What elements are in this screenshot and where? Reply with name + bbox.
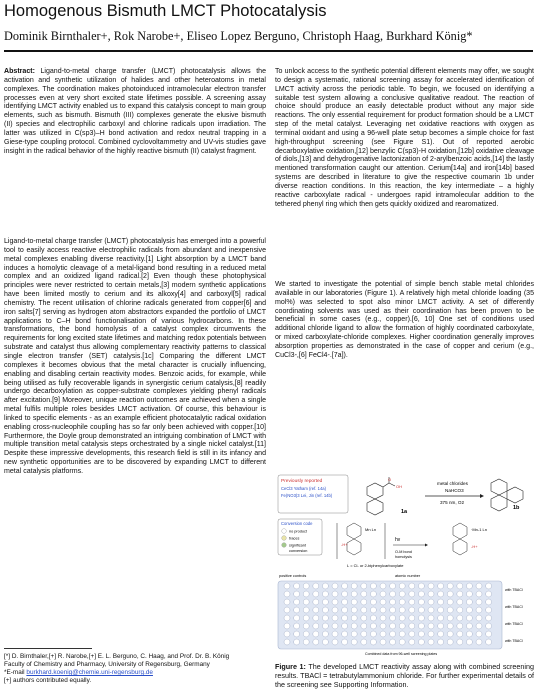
well xyxy=(322,583,328,589)
well xyxy=(399,607,405,613)
legend-label-significant: significant xyxy=(289,543,306,548)
well xyxy=(303,623,309,629)
well xyxy=(303,615,309,621)
well xyxy=(438,639,444,645)
well xyxy=(284,607,290,613)
well xyxy=(284,583,290,589)
well xyxy=(294,623,300,629)
well xyxy=(380,583,386,589)
well xyxy=(380,591,386,597)
paper-title: Homogenous Bismuth LMCT Photocatalysis xyxy=(4,2,327,20)
email-link[interactable]: burkhard.koenig@chemie.uni-regensburg.de xyxy=(26,669,153,677)
well xyxy=(332,583,338,589)
well xyxy=(380,623,386,629)
well xyxy=(303,591,309,597)
well xyxy=(370,583,376,589)
well xyxy=(390,599,396,605)
well xyxy=(361,615,367,621)
additive-row-4: with TBACl xyxy=(505,639,523,643)
well xyxy=(428,607,434,613)
well xyxy=(447,623,453,629)
well xyxy=(370,631,376,637)
well xyxy=(476,615,482,621)
well xyxy=(303,607,309,613)
well xyxy=(294,591,300,597)
well xyxy=(332,615,338,621)
well xyxy=(303,631,309,637)
well xyxy=(284,623,290,629)
well xyxy=(457,631,463,637)
well xyxy=(447,607,453,613)
conditions-base: NaHCO3 xyxy=(445,488,464,493)
well xyxy=(284,615,290,621)
well xyxy=(486,615,492,621)
well xyxy=(428,639,434,645)
well xyxy=(322,607,328,613)
well xyxy=(457,599,463,605)
well xyxy=(313,583,319,589)
figure-1 xyxy=(275,473,534,659)
well xyxy=(342,623,348,629)
well xyxy=(418,599,424,605)
well xyxy=(418,583,424,589)
well xyxy=(486,583,492,589)
well xyxy=(322,615,328,621)
well xyxy=(428,583,434,589)
footnote-divider xyxy=(4,648,92,649)
well xyxy=(370,623,376,629)
well xyxy=(361,591,367,597)
figure-caption xyxy=(275,662,534,689)
well xyxy=(457,639,463,645)
mechanism-metal-label-2: ·Mn-1 Ln xyxy=(471,527,488,532)
grid-caption: Combined data from 96-well screening plates xyxy=(365,652,438,656)
well xyxy=(399,583,405,589)
hv-label: hν xyxy=(395,537,401,543)
well xyxy=(390,631,396,637)
well xyxy=(361,583,367,589)
well xyxy=(399,623,405,629)
well xyxy=(409,583,415,589)
well xyxy=(486,599,492,605)
well xyxy=(351,615,357,621)
homolysis-label-1: O-M bond xyxy=(395,550,412,554)
footnote-affiliation-names: [*] D. Birnthaler,[+] R. Narobe,[+] E. L. Berguno, C. Haag, and Prof. Dr. B. König xyxy=(4,653,230,660)
carboxyl-oh-label: OH xyxy=(396,484,402,489)
homolysis-label-2: homolysis xyxy=(395,555,412,559)
well xyxy=(390,583,396,589)
well xyxy=(409,607,415,613)
well xyxy=(284,639,290,645)
well xyxy=(409,631,415,637)
well xyxy=(380,615,386,621)
well xyxy=(486,623,492,629)
well xyxy=(476,623,482,629)
well xyxy=(313,615,319,621)
well xyxy=(332,599,338,605)
well xyxy=(438,607,444,613)
footnote-email-label: *E-mail xyxy=(4,669,25,677)
well xyxy=(351,583,357,589)
well xyxy=(322,631,328,637)
legend-label-conversion: conversion xyxy=(289,549,308,553)
well xyxy=(351,607,357,613)
additive-row-1: with TBACl xyxy=(505,588,523,592)
well xyxy=(399,615,405,621)
well xyxy=(390,591,396,597)
well xyxy=(313,591,319,597)
reported-line-2: Fe(NO3)3 Lei, Jin (ref. 14b) xyxy=(281,493,333,498)
legend-label-traces: traces xyxy=(289,536,300,541)
legend-swatch-significant xyxy=(282,543,287,548)
compound-1b-label: 1b xyxy=(513,505,520,511)
well xyxy=(466,623,472,629)
well xyxy=(342,591,348,597)
well xyxy=(294,615,300,621)
well xyxy=(447,639,453,645)
well xyxy=(457,623,463,629)
well xyxy=(322,591,328,597)
well xyxy=(466,591,472,597)
well xyxy=(332,623,338,629)
well xyxy=(303,583,309,589)
well xyxy=(294,583,300,589)
well xyxy=(409,591,415,597)
well xyxy=(351,599,357,605)
hv-arrowhead xyxy=(425,544,428,547)
well xyxy=(313,623,319,629)
well xyxy=(284,591,290,597)
well xyxy=(447,583,453,589)
well xyxy=(294,631,300,637)
title-rule xyxy=(4,50,533,52)
well xyxy=(361,599,367,605)
well xyxy=(361,631,367,637)
ligand-note: L = Cl- or 2-biphenylcarboxylate xyxy=(347,563,404,568)
well xyxy=(428,615,434,621)
well xyxy=(380,639,386,645)
introduction-paragraph xyxy=(4,238,266,477)
well xyxy=(342,599,348,605)
well xyxy=(342,639,348,645)
abstract-label: Abstract: xyxy=(4,68,35,75)
well xyxy=(303,639,309,645)
additive-row-3: with TBACl xyxy=(505,622,523,626)
well xyxy=(447,599,453,605)
well xyxy=(476,631,482,637)
well xyxy=(399,631,405,637)
well xyxy=(342,615,348,621)
well xyxy=(390,639,396,645)
conditions-metal-chlorides: metal chlorides xyxy=(437,481,468,486)
well xyxy=(438,623,444,629)
well xyxy=(438,591,444,597)
well xyxy=(457,583,463,589)
figure-caption-label: Figure 1: xyxy=(275,662,306,671)
well xyxy=(447,631,453,637)
well xyxy=(418,639,424,645)
well xyxy=(284,599,290,605)
well xyxy=(351,631,357,637)
legend-swatch-traces xyxy=(282,536,287,541)
well xyxy=(457,615,463,621)
well xyxy=(486,639,492,645)
well xyxy=(486,591,492,597)
well xyxy=(380,631,386,637)
well xyxy=(342,583,348,589)
well xyxy=(428,623,434,629)
compound-1a-structure xyxy=(367,477,395,515)
abstract-text: Ligand-to-metal charge transfer (LMCT) photocatalysis allows the activation and synthetic utilization of halides and other heteroatoms in metal complexes. The coordination makes photoinduced intramolecular electron transfer processes even at very short excited state lifetimes possible. A screening assay identifying LMCT activity enabled us to expand this catalysis concept to main group elements, such as bismuth. Bismuth (III) complexes generate the elusive bismuth (II) species and electrophilic carboxyl and chlorine radicals upon irradiation. The latter was utilized in C(sp3)–H bond activation and redox neutral trapping in a Giese-type coupling protocol. Combined cyclovoltammetry and UV-vis studies gave insight in the radical behavior of the highly reactive bismuth (II) catalyst fragment. xyxy=(4,68,266,155)
reaction-arrowhead xyxy=(480,494,484,498)
well xyxy=(486,607,492,613)
well xyxy=(409,639,415,645)
well xyxy=(303,599,309,605)
atomic-number-label: atomic number xyxy=(395,574,421,578)
well xyxy=(380,607,386,613)
well xyxy=(313,631,319,637)
well xyxy=(476,591,482,597)
footnote-equal-contribution: [+] authors contributed equally. xyxy=(4,677,92,685)
footnote xyxy=(4,653,266,685)
well xyxy=(476,639,482,645)
well xyxy=(409,623,415,629)
legend-swatch-no-product xyxy=(282,529,287,534)
well xyxy=(476,583,482,589)
well xyxy=(370,607,376,613)
well xyxy=(486,631,492,637)
well xyxy=(418,623,424,629)
figure-1-graphic xyxy=(275,473,534,659)
well xyxy=(332,607,338,613)
well xyxy=(370,591,376,597)
well xyxy=(390,623,396,629)
well xyxy=(351,623,357,629)
well xyxy=(370,639,376,645)
well xyxy=(322,639,328,645)
author-list: Dominik Birnthaler+, Rok Narobe+, Eliseo Lopez Berguno, Christoph Haag, Burkhard König* xyxy=(4,29,473,43)
well xyxy=(438,583,444,589)
well xyxy=(332,591,338,597)
well xyxy=(294,599,300,605)
well xyxy=(361,607,367,613)
well xyxy=(322,599,328,605)
well xyxy=(399,599,405,605)
well xyxy=(476,607,482,613)
well xyxy=(399,591,405,597)
well xyxy=(313,639,319,645)
reported-line-1: CeCl3 Yatham (ref. 14a) xyxy=(281,486,326,491)
reported-title: Previously reported xyxy=(281,479,323,484)
well xyxy=(447,615,453,621)
right-text-2: We started to investigate the potential of simple bench stable metal chlorides available in our laboratories (Figure 1). A relatively high metal chloride loading (35 mol%) was selected to spot also minor LMCT activity. A set of differently coordinating solvents was used as their coordination has been proven to be beneficial in some cases (e.g., copper).[6, 10] One set of conditions used additional chloride ligand to allow the formation of highly coordinated carboxylate, or mixed carboxylate-chloride complexes. Higher coordination generally improves absorption properties as demonstrated in the case of copper and cerium (e.g., CuCl3-,[6] FeCl4-.[7a]). xyxy=(275,281,534,359)
well xyxy=(476,599,482,605)
well xyxy=(351,639,357,645)
well xyxy=(361,623,367,629)
well xyxy=(390,607,396,613)
well xyxy=(342,607,348,613)
compound-1a-label: 1a xyxy=(401,509,408,515)
intro-text: Ligand-to-metal charge transfer (LMCT) photocatalysis has emerged into a powerful tool to easily access reactive electrophilic radicals from abundant and inexpensive metal complexes enabling diverse reactivity.[1] Light absorption by a LMCT band induces a homolytic cleavage of a metal-ligand bond resulting in a reduced metal complex and an oxidized ligand radical.[2] Even though these photophysical principles were never restricted to certain metals,[3] modern synthetic applications have been limited mostly to cerium and its alkoxy[4] and carboxyl[5] radical chemistry. The recent utilisation of chlorine radicals generated from copper[6] and iron salts[7] serving as hydrogen atom abstractors expanded the portfolio of LMCT applications to C–H bond functionalisation of various hydrocarbons. In these transformations, the bond homolysis of a catalyst complex circumvents the requirements for long excited state lifetimes and matching redox potentials between substrate and catalyst thus allowing complementary reactivity patterns to classical single electron transfer (SET) catalysis.[1c] Comparing the different LMCT complexes it becomes obvious that the metal character is crucially influencing, enabling and disabling certain reactivity modes. Benzoic acids, for example, while being utilised as fully recoverable ligands in synergistic cerium catalysis,[8] readily undergo decarboxylation as copper-substrate complexes yielding phenyl radicals after excitation.[9] Moreover, unique reaction outcomes are achieved when a single metal fulfils multiple roles besides LMCT activation. Of course, this behaviour is linked to specific elements - as an example efficient photocatalytic radical oxidation enabling cross-nucleophile coupling has so far only been achieved with copper.[10] Furthermore, the Doyle group demonstrated an intriguing combination of LMCT with multiple transition metal catalysis steps orchestrated by a single nickel catalyst.[11] Despite these impressive developments, this research field is still in its infancy and new synthetic opportunities are to be discovered by expanding LMCT to different metal catalysis platforms. xyxy=(4,238,266,475)
well xyxy=(428,591,434,597)
well xyxy=(294,639,300,645)
well xyxy=(332,639,338,645)
figure-caption-text: The developed LMCT reactivity assay along with combined screening results. TBACl = tetrabutylammonium chloride. For further experimental details of the screening see Supporting Information. xyxy=(275,662,534,689)
well xyxy=(447,591,453,597)
well xyxy=(370,599,376,605)
well xyxy=(418,591,424,597)
well xyxy=(399,639,405,645)
well xyxy=(438,599,444,605)
well xyxy=(284,631,290,637)
well xyxy=(428,631,434,637)
well xyxy=(409,599,415,605)
well xyxy=(466,607,472,613)
footnote-affiliation: Faculty of Chemistry and Pharmacy, University of Regensburg, Germany xyxy=(4,661,210,669)
well xyxy=(466,615,472,621)
well xyxy=(466,639,472,645)
well xyxy=(313,599,319,605)
well xyxy=(457,607,463,613)
additive-row-2: with TBACl xyxy=(505,605,523,609)
well xyxy=(428,599,434,605)
well xyxy=(438,631,444,637)
abstract xyxy=(4,68,266,156)
well xyxy=(466,583,472,589)
right-text-1: To unlock access to the synthetic potential different elements may offer, we sought to design a systematic, rational screening assay for accelerated identification of LMCT activity across the periodic table. To begin, we focused on identifying a suitable test system allowing a conclusive qualitative readout. The reaction of choice should produce an easily detectable product without any major side reactions. The only essential requirement for product formation should be a LMCT step of the metal catalyst. Leveraging net oxidative reactions with oxygen as terminal oxidant and using a 96-well plate setup becomes a simple choice for fast high-throughput screening (see Figure S1). Out of reported aerobic decarboxylative oxidation,[12] benzylic C(sp3)-H oxidation,[12b] oxidative cleavage of diols,[13] and dehydrogenative lactonization of 2-arylbenzoic acids,[14] the lastly mentioned transformation caught our attention. Cerium[14a] and iron[14b] based systems are described in literature to give the respective coumarin 1b under diverse reaction conditions. In this reaction, the key intermediate – a highly reactive carboxylate radical - undergoes rapid intramolecular addition to the tethered phenyl ring which then gets quickly oxidized and rearomatized. xyxy=(275,68,534,208)
well xyxy=(294,607,300,613)
mechanism-h-minus-label: -H+ xyxy=(471,544,478,549)
well xyxy=(351,591,357,597)
well xyxy=(466,631,472,637)
well xyxy=(332,631,338,637)
carboxyl-o-label: O xyxy=(388,477,392,482)
well xyxy=(418,607,424,613)
mechanism-h-plus-label: -H+ xyxy=(341,542,348,547)
well xyxy=(409,615,415,621)
conditions-light: 375 nm, O2 xyxy=(440,500,465,505)
well xyxy=(313,607,319,613)
positive-controls-label: positive controls xyxy=(279,574,307,578)
right-column-paragraph-2 xyxy=(275,281,534,361)
right-column-paragraph-1 xyxy=(275,68,534,210)
well xyxy=(342,631,348,637)
well xyxy=(466,599,472,605)
well xyxy=(438,615,444,621)
well xyxy=(361,639,367,645)
conversion-legend-title: Conversion code xyxy=(281,521,313,526)
well xyxy=(322,623,328,629)
well xyxy=(418,631,424,637)
mechanism-metal-label-1: Mn Ln xyxy=(365,527,377,532)
well xyxy=(370,615,376,621)
well xyxy=(457,591,463,597)
legend-label-no-product: no product xyxy=(289,529,307,534)
well xyxy=(418,615,424,621)
well xyxy=(390,615,396,621)
well xyxy=(380,599,386,605)
